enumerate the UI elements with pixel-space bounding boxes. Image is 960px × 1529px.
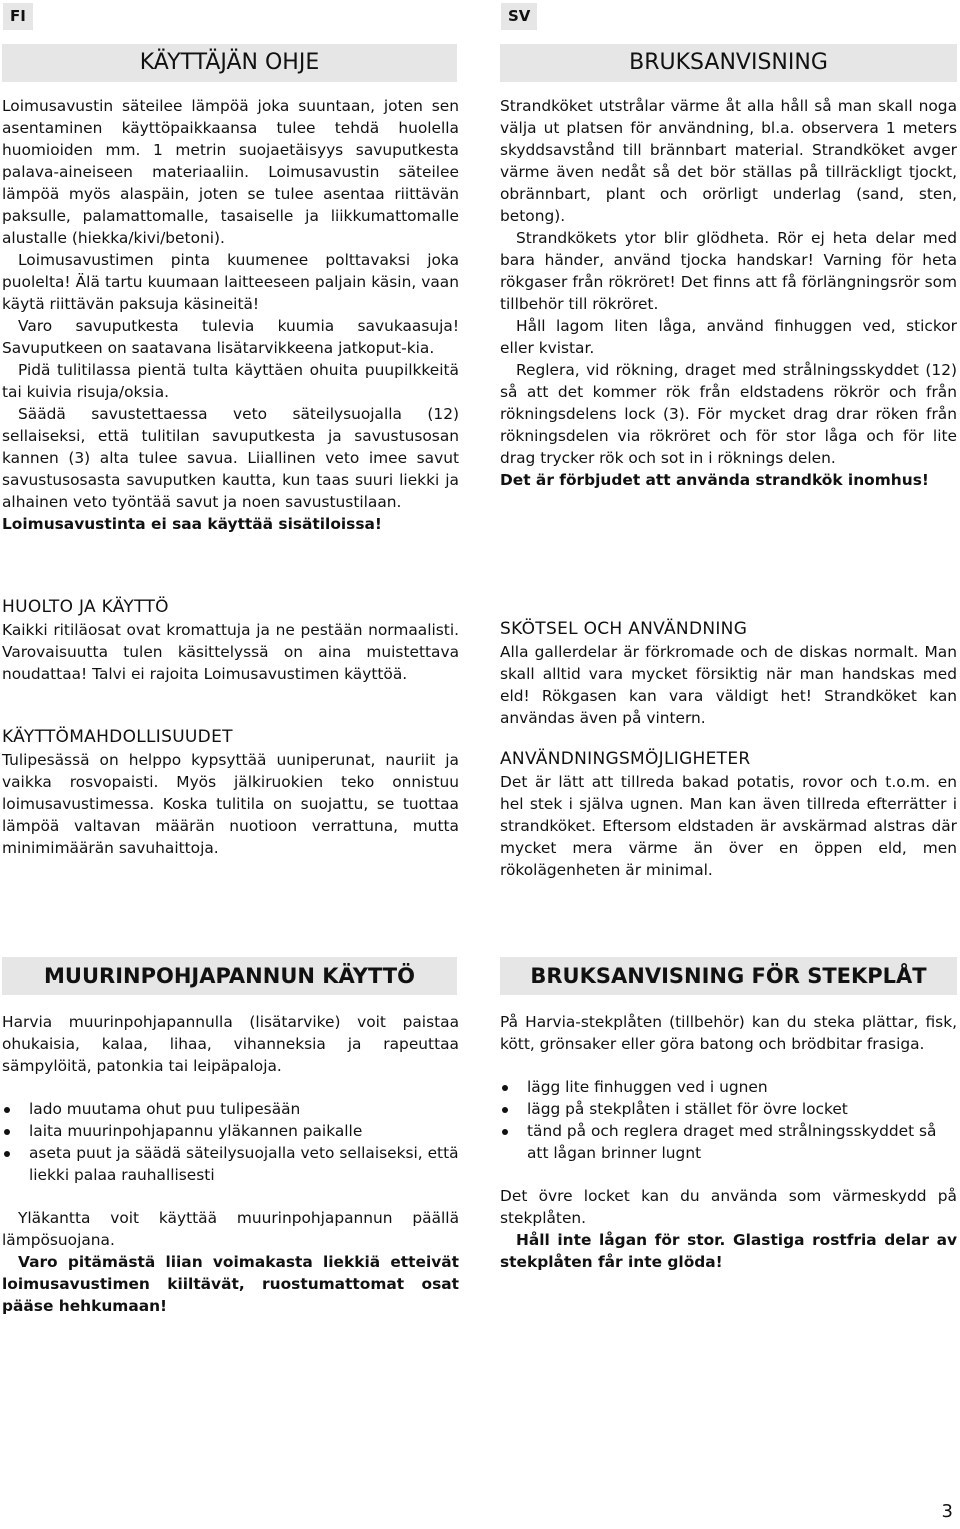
sv-pan-title: BRUKSANVISNING FÖR STEKPLÅT [500,957,957,995]
sv-uses-section [500,748,957,881]
sv-intro-paragraph-4: Reglera, vid rökning, draget med strålningsskyddet (12) så att det kommer rök från eldstadens rökrör och från rökningsdelens lock (3). För mycket drag drar röken från rökningsdelen via rökröret och för stor låga och för lite drag trycker rök och sot in i röknings delen. [500,361,957,467]
sv-pan-note: Det övre locket kan du använda som värmeskydd på stekplåten. [500,1187,957,1227]
list-item [2,1142,459,1186]
bullet-icon [4,1129,10,1135]
language-tag-sv: SV [501,3,537,30]
sv-pan-section [500,1011,957,1273]
sv-maintenance-heading: SKÖTSEL OCH ANVÄNDNING [500,619,748,639]
page-number: 3 [941,1501,953,1522]
fi-title: KÄYTTÄJÄN OHJE [2,44,457,82]
sv-user-guide-section [500,95,957,491]
fi-pan-warning: Varo pitämästä liian voimakasta liekkiä etteivät loimusavustimen kiiltävät, ruostumattomat osat pääse hehkumaan! [2,1253,459,1315]
step-text: tänd på och reglera draget med strålningsskyddet så att lågan brinner lugnt [527,1122,937,1162]
fi-intro-paragraph-4: Pidä tulitilassa pientä tulta käyttäen ohuita puupilkkeitä tai kuivia risuja/oksia. [2,361,459,401]
fi-maintenance-heading: HUOLTO JA KÄYTTÖ [2,597,169,617]
fi-pan-title: MUURINPOHJAPANNUN KÄYTTÖ [2,957,457,995]
fi-pan-steps-list [2,1098,459,1186]
sv-intro-paragraph-3: Håll lagom liten låga, använd finhuggen ved, stickor eller kvistar. [500,317,957,357]
step-text: aseta puut ja säädä säteilysuojalla veto sellaiseksi, että liekki palaa rauhallisesti [29,1144,459,1184]
fi-maintenance-text: Kaikki ritiläosat ovat kromattuja ja ne pestään normaalisti. Varovaisuutta tulen käsittelyssä on aina muistettava noudattaa! Talvi ei rajoita Loimusavustimen käyttöä. [2,621,459,683]
sv-indoor-warning: Det är förbjudet att använda strandkök inomhus! [500,471,929,489]
fi-user-guide-section [2,95,459,535]
list-item [500,1120,957,1164]
fi-intro-paragraph-3: Varo savuputkesta tulevia kuumia savukaasuja! Savuputkeen on saatavana lisätarvikkeena jatkoput-kia. [2,317,459,357]
fi-uses-heading: KÄYTTÖMAHDOLLISUUDET [2,727,233,747]
fi-intro-paragraph-1: Loimusavustin säteilee lämpöä joka suuntaan, joten sen asentaminen käyttöpaikkaansa tulee tehdä huolella huomioiden mm. 1 metrin suojaetäisyys savuputkesta palava-aineiseen materiaaliin. Loimusavustin säteilee lämpöä myös alaspäin, joten se tulee asentaa riittävän paksulle, palamattomalle, tasaiselle ja liikkumattomalle alustalle (hiekka/kivi/betoni). [2,97,459,247]
sv-title: BRUKSANVISNING [500,44,957,82]
language-tag-fi: FI [3,3,33,30]
fi-intro-paragraph-2: Loimusavustimen pinta kuumenee polttavaksi joka puolelta! Älä tartu kuumaan laitteeseen paljain käsin, vaan käytä riittävän paksuja käsineitä! [2,251,459,313]
step-text: laita muurinpohjapannu yläkannen paikalle [29,1122,363,1140]
list-item [500,1098,957,1120]
bullet-icon [502,1085,508,1091]
bullet-icon [502,1129,508,1135]
list-item [2,1120,459,1142]
fi-indoor-warning: Loimusavustinta ei saa käyttää sisätiloissa! [2,515,382,533]
bullet-icon [502,1107,508,1113]
sv-uses-heading: ANVÄNDNINGSMÖJLIGHETER [500,749,751,769]
fi-uses-section [2,726,459,859]
fi-pan-section [2,1011,459,1317]
step-text: lägg på stekplåten i stället för övre locket [527,1100,848,1118]
sv-intro-paragraph-1: Strandköket utstrålar värme åt alla håll så man skall noga välja ut platsen för användning, bl.a. observera 1 meters skyddsavstånd till brännbart material. Strandköket avger värme även nedåt så det bör ställas på tillräckligt tjockt, obrännbart, plant och orörligt underlag (sand, sten, betong). [500,97,957,225]
fi-uses-text: Tulipesässä on helppo kypsyttää uuniperunat, nauriit ja vaikka rosvopaisti. Myös jälkiruokien teko onnistuu loimusavustimessa. Koska tulitila on suojattu, se tuottaa lämpöä valtavan määrän nuotioon verrattuna, mutta minimimäärän savuhaittoja. [2,751,459,857]
list-item [2,1098,459,1120]
sv-intro-paragraph-2: Strandkökets ytor blir glödheta. Rör ej heta delar med bara händer, använd tjocka handskar! Varning för heta rökgaser från rökröret! Det finns att få förlängningsrör som tillbehör till rökröret. [500,229,957,313]
bullet-icon [4,1107,10,1113]
sv-pan-steps-list [500,1076,957,1164]
sv-pan-intro: På Harvia-stekplåten (tillbehör) kan du steka plättar, fisk, kött, grönsaker eller göra batong och brödbitar frasiga. [500,1013,957,1053]
fi-intro-paragraph-5: Säädä savustettaessa veto säteilysuojalla (12) sellaiseksi, että tulitilan savuputkesta ja savustusosan kannen (3) alta tulee savua. Liiallinen veto imee savut savustusosasta savuputken kautta, kun taas suuri liekki ja alhainen veto työntää savut ja noen savustustilaan. [2,405,459,511]
sv-maintenance-section [500,618,957,729]
sv-pan-warning: Håll inte lågan för stor. Glastiga rostfria delar av stekplåten får inte glöda! [500,1231,957,1271]
fi-pan-intro: Harvia muurinpohjapannulla (lisätarvike) voit paistaa ohukaisia, kalaa, lihaa, vihanneksia ja rapeuttaa sämpylöitä, patonkia tai leipäpaloja. [2,1013,459,1075]
step-text: lägg lite finhuggen ved i ugnen [527,1078,768,1096]
fi-maintenance-section [2,596,459,685]
list-item [500,1076,957,1098]
step-text: lado muutama ohut puu tulipesään [29,1100,301,1118]
sv-uses-text: Det är lätt att tillreda bakad potatis, rovor och t.o.m. en hel stek i själva ugnen. Man kan även tillreda efterrätter i strandköket. Eftersom eldstaden är avskärmad alstras där mycket mera värme än över en öppen eld, men rökolägenheten är minimal. [500,773,957,879]
bullet-icon [4,1151,10,1157]
fi-pan-note: Yläkantta voit käyttää muurinpohjapannun päällä lämpösuojana. [2,1209,459,1249]
sv-maintenance-text: Alla gallerdelar är förkromade och de diskas normalt. Man skall alltid vara mycket försiktig när man handskas med eld! Rökgasen kan vara väldigt het! Strandköket kan användas även på vintern. [500,643,957,727]
